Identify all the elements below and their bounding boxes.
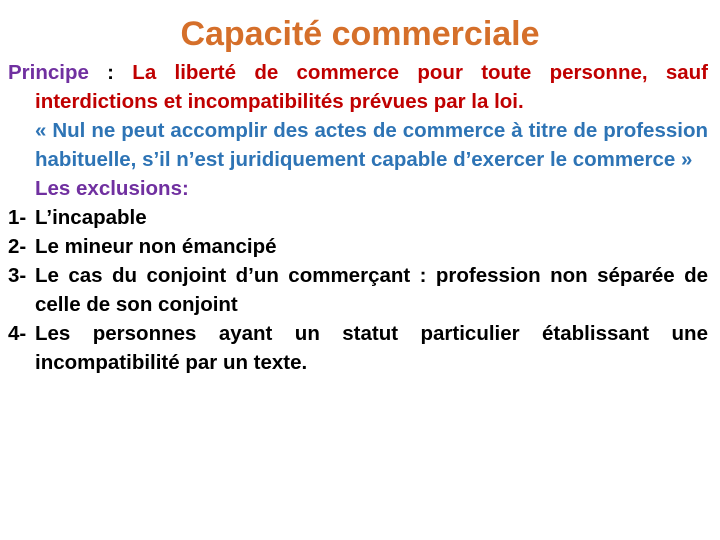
list-item-number: 2- bbox=[8, 235, 27, 258]
list-item bbox=[8, 203, 708, 232]
list-item-text: L’incapable bbox=[35, 206, 147, 229]
principe-paragraph bbox=[8, 58, 708, 116]
exclusions-heading: Les exclusions: bbox=[35, 177, 189, 200]
list-item-text: Les personnes ayant un statut particulier établissant une incompatibilité par un texte. bbox=[35, 322, 708, 374]
list-item-text: Le mineur non émancipé bbox=[35, 235, 277, 258]
list-item bbox=[8, 261, 708, 319]
principe-text: La liberté de commerce pour toute personne, sauf interdictions et incompatibilités prévues par la loi. bbox=[35, 61, 708, 113]
list-item-number: 4- bbox=[8, 322, 27, 345]
list-item-text: Le cas du conjoint d’un commerçant : profession non séparée de celle de son conjoint bbox=[35, 264, 708, 316]
quote-text: « Nul ne peut accomplir des actes de commerce à titre de profession habituelle, s’il n’est juridiquement capable d’exercer le commerce » bbox=[35, 119, 708, 171]
list-item bbox=[8, 232, 708, 261]
principe-colon: : bbox=[88, 61, 133, 84]
slide-title: Capacité commerciale bbox=[180, 15, 540, 53]
list-item-number: 1- bbox=[8, 206, 27, 229]
list-item-number: 3- bbox=[8, 264, 27, 287]
slide-body bbox=[8, 58, 708, 377]
principe-label: Principe bbox=[8, 61, 89, 84]
list-item bbox=[8, 319, 708, 377]
